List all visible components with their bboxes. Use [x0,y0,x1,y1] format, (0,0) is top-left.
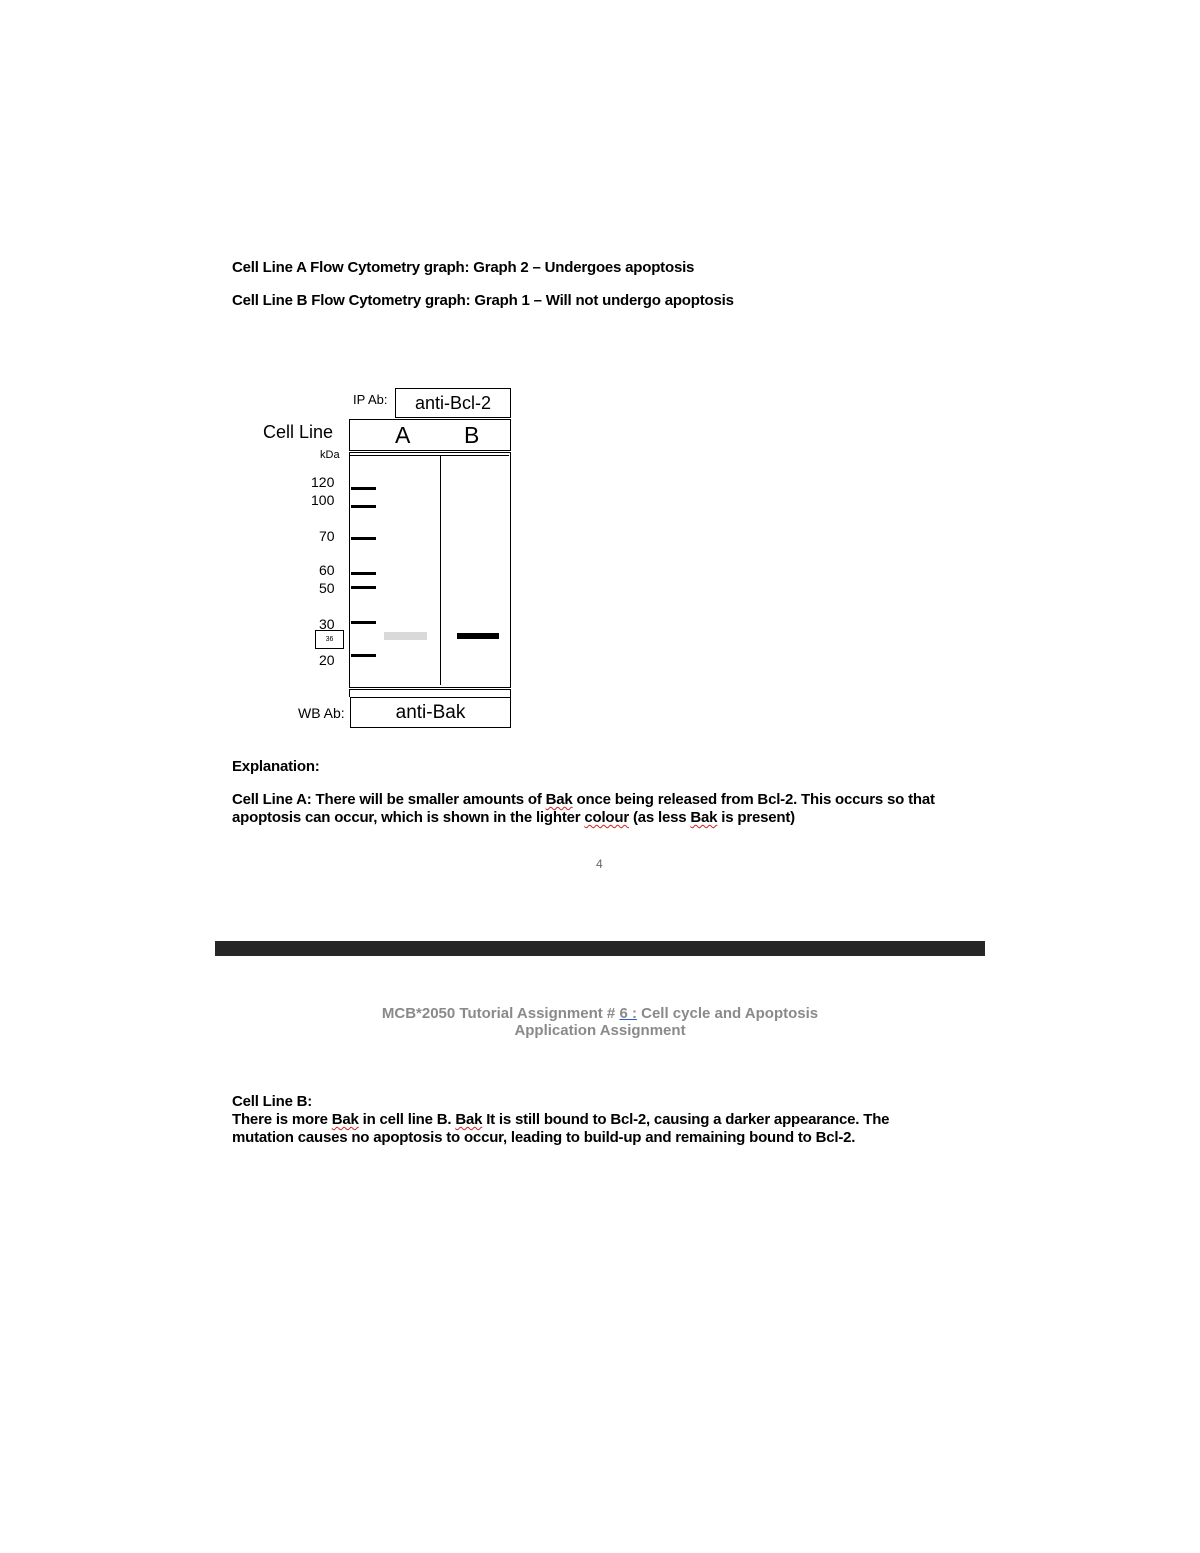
cell-line-a-explanation [232,791,972,827]
ladder-band-120 [351,487,376,490]
marker-20: 20 [319,652,335,668]
wb-ab-box: anti-Bak [350,697,511,728]
text-run: once being released from Bcl-2. This occurs so that apoptosis can occur, which is shown in the lighter [232,791,935,826]
header-line-1 [300,1005,900,1022]
page-number: 4 [596,857,603,871]
text-run: in cell line B. [358,1111,456,1128]
misspelled-word: Bak [455,1111,483,1128]
ladder-band-30 [351,621,376,624]
ladder-band-70 [351,537,376,540]
marker-100: 100 [311,492,335,508]
misspelled-word: Bak [690,809,718,826]
gel-bottom-strip [349,689,511,697]
ladder-band-50 [351,586,376,589]
gel-top-line [350,453,509,456]
cell-line-b-heading: Cell Line B: [232,1093,313,1110]
header-line-2: Application Assignment [514,1022,686,1039]
cell-line-a-graph-text: Cell Line A Flow Cytometry graph: Graph 2 – Undergoes apoptosis [232,259,695,276]
lane-divider [440,455,441,685]
lane-a-label: A [395,422,411,448]
text-run: Cell Line A: There will be smaller amounts of [232,791,546,808]
marker-120: 120 [311,474,335,490]
marker-30: 30 [319,616,335,632]
band-lane-b [457,633,499,639]
kda-label: kDa [320,449,340,461]
ladder-band-100 [351,505,376,508]
band-lane-a [384,632,427,640]
lane-b-label: B [464,422,480,448]
cell-line-b-graph-text: Cell Line B Flow Cytometry graph: Graph 1 – Will not undergo apoptosis [232,292,734,309]
explanation-heading: Explanation: [232,758,320,775]
lane-header-box [349,419,511,451]
ip-ab-label: IP Ab: [353,392,388,407]
page-break-divider [215,941,985,956]
page-header [300,1005,900,1039]
cell-line-b-explanation [232,1111,922,1147]
assignment-number: 6 : [619,1005,637,1022]
wb-ab-label: WB Ab: [298,705,345,721]
ladder-band-20 [351,654,376,657]
text-run: (as less [629,809,691,826]
ladder-band-60 [351,572,376,575]
text-run: There is more [232,1111,332,1128]
ip-ab-box: anti-Bcl-2 [395,388,511,418]
western-blot-figure [0,0,1200,760]
misspelled-word: colour [584,809,629,826]
text-run: It is still bound to Bcl-2, causing a darker appearance. The mutation causes no apoptosis to occur, leading to build-up and remaining bound to Bcl-2. [232,1111,890,1146]
marker-50: 50 [319,580,335,596]
text-run: is present) [717,809,795,826]
text-run: MCB*2050 Tutorial Assignment # [381,1005,620,1022]
marker-70: 70 [319,528,335,544]
text-run: Cell cycle and Apoptosis [636,1005,819,1022]
boxed-marker-36: 36 [315,630,344,649]
cell-line-label: Cell Line [263,422,334,442]
misspelled-word: Bak [545,791,573,808]
misspelled-word: Bak [331,1111,359,1128]
marker-60: 60 [319,562,335,578]
